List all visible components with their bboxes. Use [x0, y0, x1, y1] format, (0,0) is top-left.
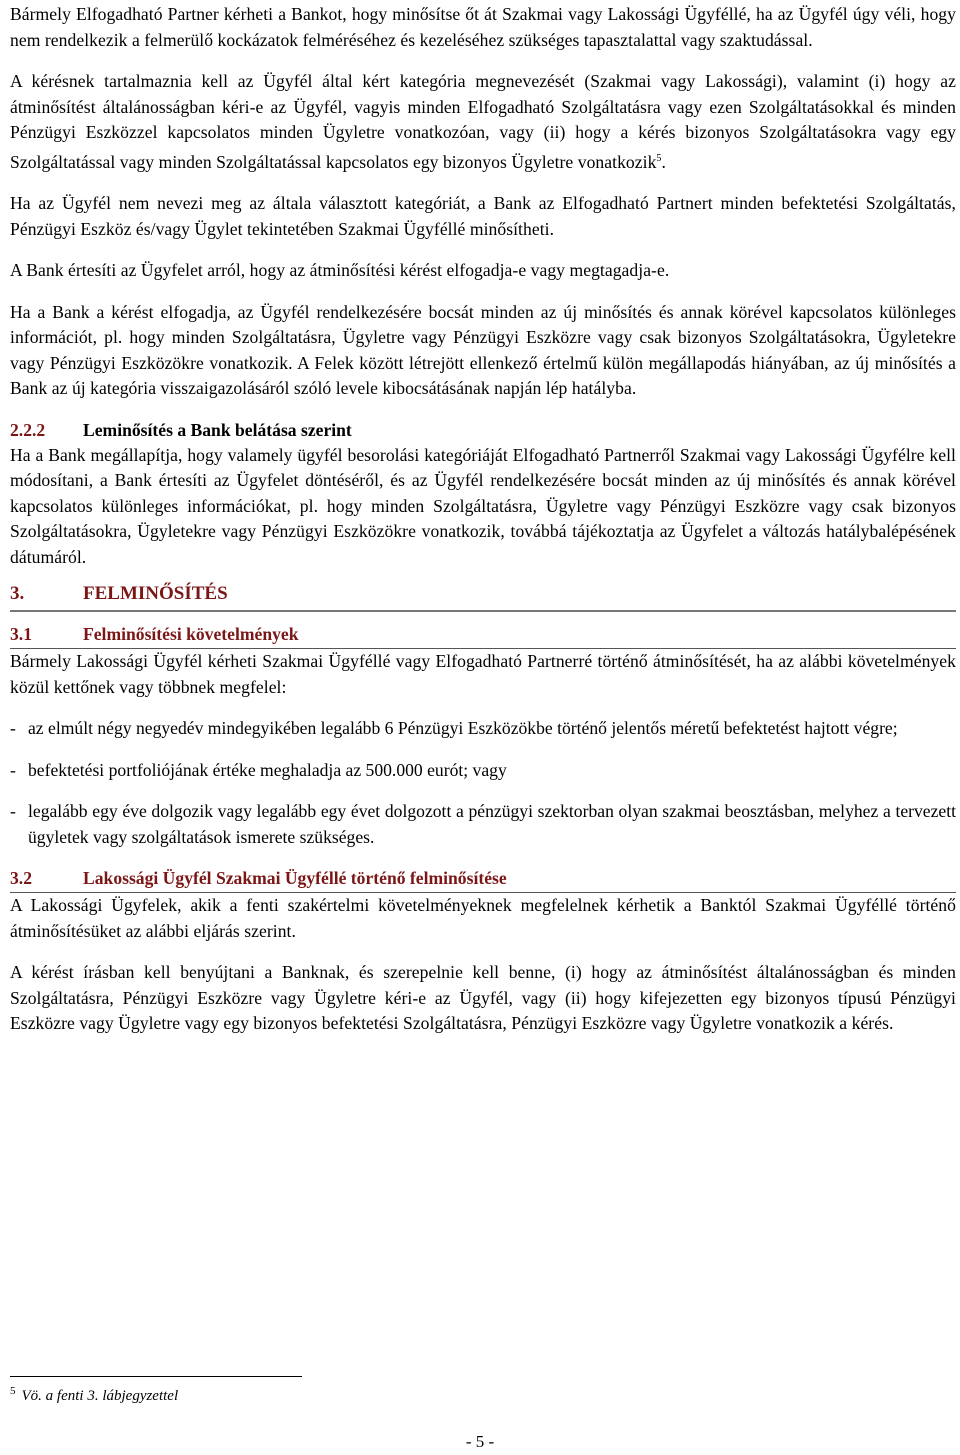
footnote [10, 1385, 178, 1405]
heading-title: Leminősítés a Bank belátása szerint [83, 419, 352, 440]
paragraph-retail-clients: A Lakossági Ügyfelek, akik a fenti szakértelmi követelményeknek megfelelnek kérhetik a Banktól Szakmai Ügyféllé történő átminősítésüket az alábbi eljárás szerint. [10, 895, 956, 941]
heading-2-2-2 [10, 418, 956, 443]
paragraph-bank-notifies: A Bank értesíti az Ügyfelet arról, hogy az átminősítési kérést elfogadja-e vagy megtagadja-e. [10, 260, 670, 280]
page-number: - 5 - [465, 1432, 495, 1451]
footnote-separator [10, 1376, 302, 1377]
list-item-text: az elmúlt négy negyedév mindegyikében legalább 6 Pénzügyi Eszközökbe történő jelentős méretű befektetést hajtott végre; [28, 718, 898, 738]
paragraph-end: . [661, 151, 666, 172]
paragraph-reclassification-request: Bármely Elfogadható Partner kérheti a Bankot, hogy minősítse őt át Szakmai vagy Lakossági Ügyféllé, ha az Ügyfél úgy véli, hogy nem rendelkezik a felmerülő kockázatok felméréséhez és kezeléséhez szükséges tapasztalattal vagy szaktudással. [10, 4, 956, 50]
bullet-dash: - [10, 759, 16, 780]
paragraph-upgrade-request: Bármely Lakossági Ügyfél kérheti Szakmai Ügyféllé vagy Elfogadható Partnerré történő átminősítését, ha az alábbi követelmények közül kettőnek vagy többnek megfelel: [10, 651, 956, 697]
heading-title: Lakossági Ügyfél Szakmai Ügyféllé történő felminősítése [83, 868, 507, 888]
heading-3-2 [10, 866, 956, 893]
list-item [10, 799, 956, 850]
paragraph-downgrade: Ha a Bank megállapítja, hogy valamely ügyfél besorolási kategóriáját Elfogadható Partnerről Szakmai vagy Lakossági Ügyfélre kell módosítani, a Bank értesíti az Ügyfelet döntéséről, és az Ügyfél rendelkezésére bocsát minden az új minősítés és annak körével kapcsolatos különleges információkat, pl. hogy minden Szolgáltatásra, Ügyletre vagy Pénzügyi Eszközre vagy csak bizonyos Szolgáltatásokra, Ügyletekre vagy Pénzügyi Eszközökre vonatkozik, továbbá tájékoztatja az Ügyfelet a változás hatálybalépésének dátumáról. [10, 444, 956, 567]
list-item [10, 758, 956, 784]
heading-number: 3. [10, 583, 25, 604]
bullet-dash: - [10, 718, 16, 738]
list-item-text: legalább egy éve dolgozik vagy legalább egy évet dolgozott a pénzügyi szektorban olyan szakmai beosztásban, melyhez a tervezett ügyletek vagy szolgáltatások ismerete szükséges. [28, 801, 956, 847]
list-item [10, 716, 956, 742]
bullet-dash: - [10, 801, 16, 821]
heading-title: Felminősítési követelmények [83, 624, 299, 644]
heading-number: 2.2.2 [10, 419, 46, 440]
footnote-mark: 5 [10, 1385, 16, 1397]
paragraph-no-category: Ha az Ügyfél nem nevezi meg az általa választott kategóriát, a Bank az Elfogadható Partnert minden befektetési Szolgáltatás, Pénzügyi Eszköz és/vagy Ügylet tekintetében Szakmai Ügyféllé minősítheti. [10, 193, 956, 239]
paragraph-request-content [10, 69, 956, 175]
list-item-text: befektetési portfoliójának értéke meghaladja az 500.000 eurót; vagy [28, 759, 507, 780]
paragraph-request-accepted: Ha a Bank a kérést elfogadja, az Ügyfél rendelkezésére bocsát minden az új minősítés és annak körével kapcsolatos különleges információt, pl. hogy minden Szolgáltatásra, Ügyletre vagy Pénzügyi Eszközre vagy csak bizonyos Szolgáltatásokra, Ügyletekre vagy Pénzügyi Eszközökre vonatkozik. A Felek között létrejött ellenkező értelmű külön megállapodás hiányában, az új minősítés a Bank az új kategória visszaigazolásáról szóló levele kibocsátásának napján lép hatályba. [10, 301, 956, 398]
heading-number: 3.2 [10, 868, 32, 888]
footnote-ref[interactable]: 5 [656, 152, 662, 164]
heading-3 [10, 580, 956, 612]
heading-number: 3.1 [10, 624, 32, 644]
paragraph-written-request: A kérést írásban kell benyújtani a Banknak, és szerepelnie kell benne, (i) hogy az átminősítést általánosságban és minden Szolgáltatásra, Pénzügyi Eszközre vagy Ügyletre kéri-e az Ügyfél, vagy (ii) hogy kifejezetten egy bizonyos típusú Pénzügyi Eszközre vagy Ügyletre vagy egy bizonyos befektetési Szolgáltatásra, Pénzügyi Eszközre vagy Ügyletre vonatkozik a kérés. [10, 962, 956, 1033]
footnote-text: Vö. a fenti 3. lábjegyzettel [21, 1388, 179, 1404]
heading-3-1 [10, 622, 956, 649]
heading-title: FELMINŐSÍTÉS [83, 583, 228, 604]
paragraph-request-content-text: A kérésnek tartalmaznia kell az Ügyfél által kért kategória megnevezését (Szakmai vagy Lakossági), valamint (i) hogy az átminősítést általánosságban kéri-e az Ügyfél, vagyis minden Elfogadható Szolgáltatásra vagy ezen Szolgáltatásokkal és minden Pénzügyi Eszközzel kapcsolatos minden Ügyletre vonatkozóan, vagy (ii) hogy a kérés bizonyos Szolgáltatásokra vagy egy Szolgáltatással vagy minden Szolgáltatással kapcsolatos egy bizonyos Ügyletre vonatkozik [10, 71, 956, 172]
document-page [10, 2, 956, 1037]
